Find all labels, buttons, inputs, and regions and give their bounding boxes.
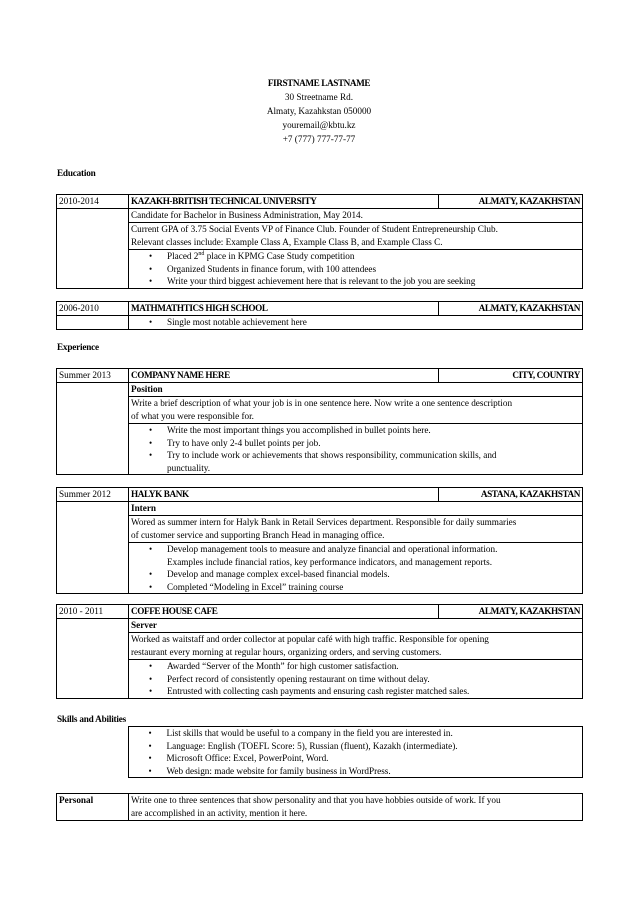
education-dates: 2010-2014 [57, 195, 129, 209]
education-achievements [129, 316, 583, 330]
experience-role: Position [129, 383, 583, 397]
empty-cell [57, 424, 129, 475]
empty-cell [57, 502, 129, 516]
experience-dates: 2010 - 2011 [57, 605, 129, 619]
education-dates: 2006-2010 [57, 302, 129, 316]
list-item: • Placed 2nd place in KPMG Case Study competition [129, 250, 582, 263]
list-item: • Organized Students in finance forum, with 100 attendees [129, 263, 582, 276]
list-item: • List skills that would be useful to a company in the field you are interested in. [129, 727, 582, 740]
list-item: • Microsoft Office: Excel, PowerPoint, Word. [129, 752, 582, 765]
list-item: • Try to have only 2-4 bullet points per job. [129, 437, 582, 450]
empty-cell [57, 209, 129, 223]
education-school: KAZAKH-BRITISH TECHNICAL UNIVERSITY [129, 195, 439, 209]
education-details [129, 223, 583, 250]
experience-role: Server [129, 619, 583, 633]
list-item: • Single most notable achievement here [129, 316, 582, 329]
experience-dates: Summer 2012 [57, 488, 129, 502]
empty-cell [57, 250, 129, 289]
city-address: Almaty, Kazahkstan 050000 [266, 106, 372, 116]
empty-cell [57, 516, 129, 543]
full-name: FIRSTNAME LASTNAME [267, 78, 371, 88]
personal-block [56, 793, 583, 821]
list-item: • Develop management tools to measure and analyze financial and operational information. Examples include financial ratios, key performance indicators, and management reports. [129, 543, 582, 568]
experience-role: Intern [129, 502, 583, 516]
experience-employer: HALYK BANK [129, 488, 439, 502]
email[interactable]: youremail@kbtu.kz [282, 120, 356, 130]
experience-achievements [129, 424, 583, 475]
experience-entry-cafe [56, 604, 583, 699]
list-item: • Completed “Modeling in Excel” training course [129, 581, 582, 594]
skills-heading: Skills and Abilities [57, 714, 127, 724]
phone: +7 (777) 777-77-77 [282, 134, 356, 144]
experience-location: CITY, COUNTRY [439, 369, 583, 383]
empty-cell [57, 397, 129, 424]
empty-cell [57, 660, 129, 699]
experience-employer: COFFE HOUSE CAFE [129, 605, 439, 619]
empty-cell [57, 543, 129, 594]
list-item: • Language: English (TOEFL Score: 5), Russian (fluent), Kazakh (intermediate). [129, 740, 582, 753]
education-entry-highschool [56, 301, 583, 330]
experience-employer: COMPANY NAME HERE [129, 369, 439, 383]
education-location: ALMATY, KAZAKHSTAN [439, 302, 583, 316]
skills-block [56, 726, 583, 778]
experience-description: Worked as waitstaff and order collector at popular café with high traffic. Responsible for opening restaurant every morning at regular hours, organizing orders, and serving customers. [129, 633, 583, 660]
list-item: • Write the most important things you accomplished in bullet points here. [129, 424, 582, 437]
empty-cell [57, 633, 129, 660]
experience-heading: Experience [57, 342, 99, 352]
education-entry-kbtu [56, 194, 583, 289]
education-location: ALMATY, KAZAKHSTAN [439, 195, 583, 209]
experience-entry-company [56, 368, 583, 475]
education-classes: Relevant classes include: Example Class A, Example Class B, and Example Class C. [131, 237, 443, 247]
list-item: • Web design: made website for family business in WordPress. [129, 765, 582, 778]
empty-cell [57, 619, 129, 633]
education-achievements [129, 250, 583, 289]
experience-description: Write a brief description of what your job is in one sentence here. Now write a one sentence description of what you were responsible for. [129, 397, 583, 424]
experience-location: ASTANA, KAZAKHSTAN [439, 488, 583, 502]
list-item: • Develop and manage complex excel-based financial models. [129, 568, 582, 581]
personal-heading: Personal [57, 794, 129, 821]
empty-cell [57, 383, 129, 397]
list-item: • Write your third biggest achievement here that is relevant to the job you are seeking [129, 275, 582, 288]
experience-location: ALMATY, KAZAKHSTAN [439, 605, 583, 619]
street-address: 30 Streetname Rd. [284, 92, 354, 102]
empty-cell [56, 727, 128, 778]
contact-header [0, 76, 638, 146]
experience-achievements [129, 543, 583, 594]
empty-cell [57, 316, 129, 330]
experience-entry-halyk [56, 487, 583, 594]
experience-description: Wored as summer intern for Halyk Bank in Retail Services department. Responsible for daily summaries of customer service and supporting Branch Head in managing office. [129, 516, 583, 543]
list-item: • Try to include work or achievements that shows responsibility, communication skills, and punctuality. [129, 449, 582, 474]
list-item: • Perfect record of consistently opening restaurant on time without delay. [129, 673, 582, 686]
list-item: • Awarded “Server of the Month” for high customer satisfaction. [129, 660, 582, 673]
skills-list [128, 727, 582, 778]
experience-dates: Summer 2013 [57, 369, 129, 383]
education-heading: Education [57, 168, 96, 178]
personal-text: Write one to three sentences that show personality and that you have hobbies outside of work. If you are accomplished in an activity, mention it here. [129, 794, 583, 821]
experience-achievements [129, 660, 583, 699]
list-item: • Entrusted with collecting cash payments and ensuring cash register matched sales. [129, 685, 582, 698]
empty-cell [57, 223, 129, 250]
education-gpa: Current GPA of 3.75 Social Events VP of Finance Club. Founder of Student Entrepreneurship Club. [131, 224, 498, 234]
education-school: MATHMATHTICS HIGH SCHOOL [129, 302, 439, 316]
education-degree: Candidate for Bachelor in Business Administration, May 2014. [129, 209, 583, 223]
